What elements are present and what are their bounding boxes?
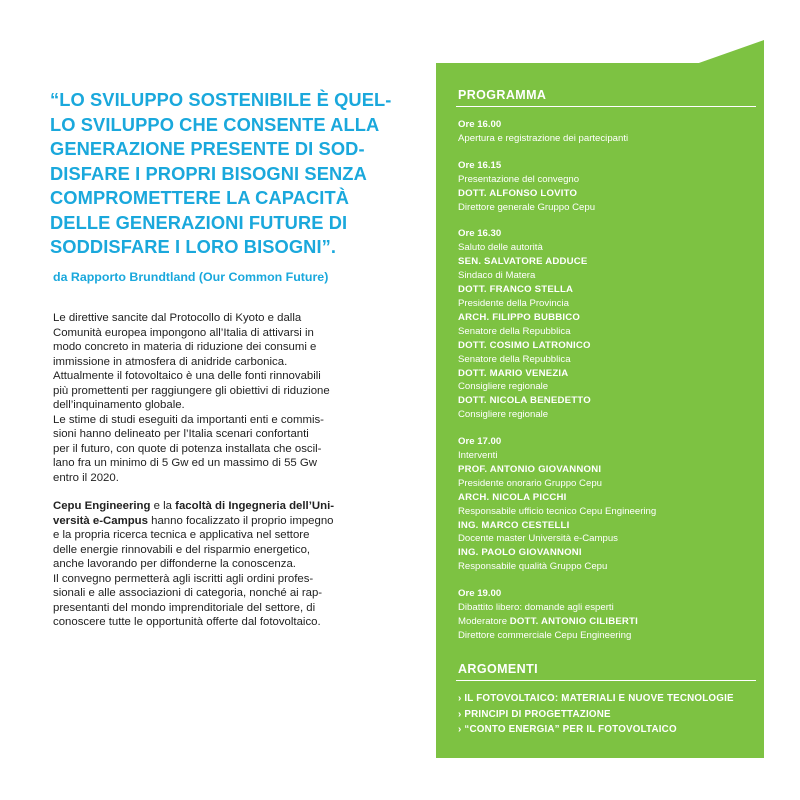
body-line: e la propria ricerca tecnica e applicativa nel settore: [53, 529, 310, 541]
body-line: Comunità europea impongono all’Italia di attivarsi in: [53, 326, 314, 339]
time-slot: Ore 16.30: [458, 228, 502, 240]
speaker-name: ARCH. FILIPPO BUBBICO: [458, 311, 580, 323]
speaker-name: DOTT. NICOLA BENEDETTO: [458, 395, 591, 407]
body-line: entro il 2020.: [53, 471, 119, 484]
program-line: Responsabile ufficio tecnico Cepu Engineering: [458, 505, 657, 517]
quote-source: da Rapporto Brundtland (Our Common Future): [53, 270, 329, 284]
program-line: Moderatore DOTT. ANTONIO CILIBERTI: [458, 616, 638, 627]
body-line: più promettenti per raggiungere gli obiettivi di riduzione: [53, 384, 330, 397]
program-line: Sindaco di Matera: [458, 270, 536, 282]
body-line: Cepu Engineering e la facoltà di Ingegneria dell’Uni-: [53, 500, 335, 512]
speaker-name: PROF. ANTONIO GIOVANNONI: [458, 463, 602, 475]
program-line: Consigliere regionale: [458, 409, 549, 421]
time-slot: Ore 19.00: [458, 588, 502, 600]
body-line: conoscere tutte le opportunità offerte dal fotovoltaico.: [53, 616, 321, 628]
speaker-name: ING. PAOLO GIOVANNONI: [458, 547, 582, 559]
program-line: Presidente onorario Gruppo Cepu: [458, 477, 602, 489]
quote-line: DELLE GENERAZIONI FUTURE DI: [50, 211, 348, 233]
topics-list: [458, 691, 734, 738]
program-line: Senatore della Repubblica: [458, 325, 571, 337]
body-line: Le stime di studi eseguiti da importanti enti e commis-: [53, 413, 324, 426]
quote-line: “LO SVILUPPO SOSTENIBILE È QUEL-: [50, 89, 392, 110]
program-line: Direttore commerciale Cepu Engineering: [458, 629, 632, 641]
topic-item: › “CONTO ENERGIA” PER IL FOTOVOLTAICO: [458, 724, 677, 735]
body-line: sioni hanno delineato per l’Italia scenari confortanti: [53, 428, 309, 440]
faculty-name: facoltà di Ingegneria dell’Uni-: [175, 500, 335, 512]
panel-corner: [696, 40, 764, 64]
divider: [456, 106, 756, 107]
time-slot: Ore 16.00: [458, 119, 502, 130]
speaker-name: SEN. SALVATORE ADDUCE: [458, 256, 588, 268]
program-line: Saluto delle autorità: [458, 242, 543, 254]
program-list: [458, 118, 758, 643]
quote-line: SODDISFARE I LORO BISOGNI”.: [50, 236, 337, 257]
cepu-engineering-name: Cepu Engineering: [53, 500, 151, 512]
body-line: Il convegno permetterà agli iscritti agli ordini profes-: [53, 572, 314, 585]
programma-title: PROGRAMMA: [458, 88, 547, 102]
program-line: Interventi: [458, 450, 498, 462]
body-line: versità e-Campus hanno focalizzato il proprio impegno: [53, 514, 334, 527]
quote-line: COMPROMETTERE LA CAPACITÀ: [50, 187, 350, 208]
program-line: Docente master Università e-Campus: [458, 533, 618, 545]
quote: [50, 88, 392, 260]
divider: [456, 680, 756, 681]
body-line: anche lavorando per diffonderne la conoscenza.: [53, 558, 296, 570]
topic-item: › PRINCIPI DI PROGETTAZIONE: [458, 708, 611, 720]
university-name: versità e-Campus: [53, 514, 148, 527]
body-line: Le direttive sancite dal Protocollo di Kyoto e dalla: [53, 312, 302, 324]
body-text: [53, 311, 353, 630]
program-line: Direttore generale Gruppo Cepu: [458, 201, 596, 213]
program-line: Presidente della Provincia: [458, 297, 569, 309]
speaker-name: ING. MARCO CESTELLI: [458, 519, 570, 531]
program-line: Consigliere regionale: [458, 381, 549, 393]
body-line: presentanti del mondo imprenditoriale del settore, di: [53, 601, 316, 614]
body-line: sionali e alle associazioni di categoria, nonché ai rap-: [53, 587, 323, 599]
program-line: Dibattito libero: domande agli esperti: [458, 602, 614, 614]
speaker-name: DOTT. ALFONSO LOVITO: [458, 187, 578, 199]
topic-item: › IL FOTOVOLTAICO: MATERIALI E NUOVE TECNOLOGIE: [458, 693, 734, 704]
program-line: Responsabile qualità Gruppo Cepu: [458, 561, 608, 573]
body-line: Attualmente il fotovoltaico è una delle fonti rinnovabili: [53, 370, 321, 382]
quote-line: DISFARE I PROPRI BISOGNI SENZA: [50, 162, 367, 184]
body-line: immissione in atmosfera di anidride carbonica.: [53, 355, 288, 368]
speaker-name: DOTT. COSIMO LATRONICO: [458, 339, 591, 351]
program-line: Presentazione del convegno: [458, 173, 580, 185]
body-line: dell’inquinamento globale.: [53, 399, 185, 411]
quote-line: LO SVILUPPO CHE CONSENTE ALLA: [50, 113, 380, 135]
speaker-name: DOTT. ANTONIO CILIBERTI: [509, 616, 638, 627]
time-slot: Ore 16.15: [458, 159, 502, 171]
program-line: Senatore della Repubblica: [458, 353, 571, 365]
speaker-name: ARCH. NICOLA PICCHI: [458, 491, 567, 503]
argomenti-title: ARGOMENTI: [458, 662, 538, 676]
body-line: per il futuro, con quote di potenza installata che oscil-: [53, 442, 322, 455]
body-line: modo concreto in materia di riduzione dei consumi e: [53, 341, 317, 353]
time-slot: Ore 17.00: [458, 436, 502, 448]
speaker-name: DOTT. MARIO VENEZIA: [458, 367, 569, 379]
body-line: lano fra un minimo di 5 Gw ed un massimo di 55 Gw: [53, 457, 317, 469]
body-line: delle energie rinnovabili e del risparmio energetico,: [53, 543, 311, 556]
speaker-name: DOTT. FRANCO STELLA: [458, 284, 574, 296]
quote-line: GENERAZIONE PRESENTE DI SOD-: [50, 138, 365, 159]
program-line: Apertura e registrazione dei partecipanti: [458, 132, 629, 144]
